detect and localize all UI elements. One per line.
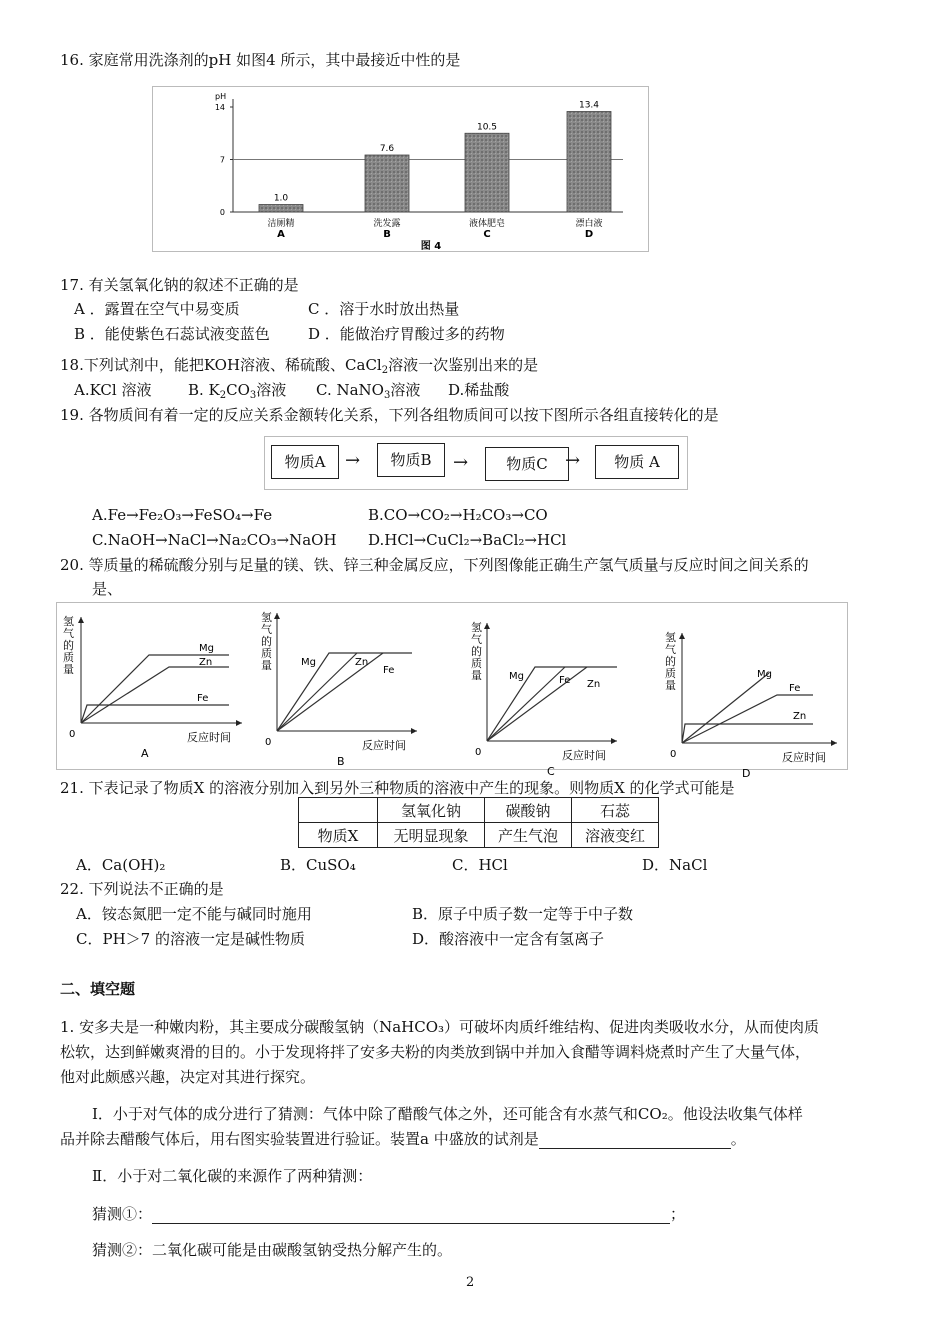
category-label: 洗发露: [373, 219, 401, 229]
figure-caption: 图 4: [420, 241, 442, 252]
option-letter: C: [483, 229, 491, 240]
y-axis-label: 氢气的质量: [63, 615, 74, 676]
bar: [567, 112, 611, 213]
q19-option-d: D.HCl→CuCl₂→BaCl₂→HCl: [368, 531, 567, 549]
origin-label: 0: [475, 747, 482, 758]
x-axis-label: 反应时间: [782, 751, 826, 764]
y-tick-label: 0: [219, 208, 225, 217]
hydrogen-graphs: [57, 603, 847, 780]
y-axis-label: 氢气的质量: [665, 631, 676, 692]
q20-graphs-figure: [56, 602, 848, 780]
table-header-cell: 碳酸钠: [485, 798, 572, 823]
q20-text-line1: 20. 等质量的稀硫酸分别与足量的镁、铁、锌三种金属反应，下列图像能正确生产氢气质量与反应时间之间关系的: [60, 556, 809, 574]
q1-line1: 1. 安多夫是一种嫩肉粉，其主要成分碳酸氢钠（NaHCO₃）可破坏肉质纤维结构、促进肉类吸收水分，从而使肉质: [60, 1018, 820, 1036]
option-letter: B: [383, 229, 391, 240]
q16-figure: [152, 86, 649, 252]
y-axis-arrow: [679, 633, 685, 639]
label-fe: Fe: [383, 665, 395, 676]
flow-arrow-3: →: [565, 450, 581, 471]
q19-option-a: A.Fe→Fe₂O₃→FeSO₄→Fe: [92, 506, 273, 524]
q21-text: 21. 下表记录了物质X 的溶液分别加入到另外三种物质的溶液中产生的现象。则物质X 的化学式可能是: [60, 779, 735, 797]
table-cell: 产生气泡: [485, 823, 572, 848]
q20-text-line2: 是、: [92, 580, 123, 598]
bar-value-label: 10.5: [476, 122, 498, 133]
y-axis-arrow: [274, 613, 280, 619]
flow-box-d: 物质 A: [595, 445, 679, 479]
origin-label: 0: [670, 749, 677, 760]
q18-text: 18.下列试剂中，能把KOH溶液、稀硫酸、CaCl$_2$溶液一次鉴别出来的是: [60, 356, 539, 376]
label-mg: Mg: [199, 643, 214, 654]
q18-option-d: D.稀盐酸: [448, 381, 510, 399]
bar: [465, 133, 509, 212]
q1-part2: Ⅱ．小于对二氧化碳的来源作了两种猜测：: [92, 1167, 373, 1185]
bar-value-label: 7.6: [379, 144, 395, 154]
label-zn: Zn: [355, 657, 369, 668]
flow-arrow-2: →: [453, 452, 469, 473]
x-axis-arrow: [236, 720, 242, 726]
line-zn: [487, 667, 587, 741]
label-fe: Fe: [197, 693, 209, 704]
label-mg: Mg: [757, 669, 772, 680]
flow-box-c: 物质C: [485, 447, 569, 481]
category-label: 液体肥皂: [468, 219, 506, 229]
q1-line2: 松软，达到鲜嫩爽滑的目的。小于发现将拌了安多夫粉的肉类放到锅中并加入食醋等调料烧煮时产生了大量气体，: [60, 1043, 811, 1061]
answer-blank-reagent[interactable]: [539, 1134, 731, 1149]
graph-letter: D: [742, 767, 751, 780]
q19-option-c: C.NaOH→NaCl→Na₂CO₃→NaOH: [92, 531, 337, 549]
y-axis-label: 氢气的质量: [261, 611, 272, 672]
table-header-cell: 氢氧化钠: [378, 798, 485, 823]
q1-part1-line2: 品并除去醋酸气体后，用右图实验装置进行验证。装置a 中盛放的试剂是 。: [60, 1130, 746, 1148]
q1-guess1: 猜测①： ；: [92, 1205, 686, 1223]
option-letter: D: [584, 229, 594, 240]
line-mg: [682, 673, 769, 743]
q21-option-a: A．Ca(OH)₂: [76, 856, 166, 874]
q16-text: 16. 家庭常用洗涤剂的pH 如图4 所示，其中最接近中性的是: [60, 51, 461, 69]
q19-option-b: B.CO→CO₂→H₂CO₃→CO: [368, 506, 548, 524]
line-zn: [277, 653, 357, 731]
page-number: 2: [466, 1275, 475, 1290]
table-cell: 溶液变红: [572, 823, 659, 848]
category-label: 洁厕精: [267, 219, 295, 229]
y-axis-arrow: [78, 617, 84, 623]
line-fe: [81, 705, 229, 723]
bar-value-label: 1.0: [273, 193, 289, 204]
table-cell: 物质X: [299, 823, 378, 848]
section-title: 二、填空题: [60, 980, 136, 998]
label-zn: Zn: [793, 711, 807, 722]
bar: [259, 205, 303, 213]
label-mg: Mg: [509, 671, 524, 682]
q22-option-b: B．原子中质子数一定等于中子数: [412, 905, 634, 923]
q19-text: 19. 各物质间有着一定的反应关系金额转化关系，下列各组物质间可以按下图所示各组直接转化的是: [60, 406, 719, 424]
label-zn: Zn: [199, 657, 213, 668]
origin-label: 0: [69, 729, 76, 740]
y-axis-label: pH: [215, 92, 227, 101]
x-axis-label: 反应时间: [187, 731, 231, 744]
label-zn: Zn: [587, 679, 601, 690]
y-tick-label: 14: [214, 103, 225, 112]
label-mg: Mg: [301, 657, 316, 668]
label-fe: Fe: [559, 675, 571, 686]
label-fe: Fe: [789, 683, 801, 694]
x-axis-label: 反应时间: [562, 749, 606, 762]
table-cell: 无明显现象: [378, 823, 485, 848]
q19-flow-figure: [264, 436, 688, 490]
y-axis-arrow: [484, 623, 490, 629]
q21-option-c: C．HCl: [452, 856, 508, 874]
table-header-cell: 石蕊: [572, 798, 659, 823]
answer-blank-guess1[interactable]: [152, 1209, 670, 1224]
flow-box-a: 物质A: [271, 445, 339, 479]
y-axis-label: 氢气的质量: [471, 621, 482, 682]
line-fe: [487, 667, 565, 741]
y-tick-label: 7: [219, 155, 225, 165]
q22-option-d: D．酸溶液中一定含有氢离子: [412, 930, 605, 948]
category-label: 漂白液: [575, 219, 603, 229]
q21-option-b: B．CuSO₄: [280, 856, 356, 874]
q21-table: [298, 797, 659, 848]
origin-label: 0: [265, 737, 272, 748]
x-axis-label: 反应时间: [362, 739, 406, 752]
x-axis-arrow: [411, 728, 417, 734]
q22-option-a: A．铵态氮肥一定不能与碱同时施用: [76, 905, 312, 923]
q17-text: 17. 有关氢氧化钠的叙述不正确的是: [60, 276, 299, 294]
x-axis-arrow: [831, 740, 837, 746]
table-header-cell: [299, 798, 378, 823]
ph-bar-chart: [153, 87, 648, 251]
bar: [365, 155, 409, 212]
flow-box-b: 物质B: [377, 443, 445, 477]
q17-option-a: A ．露置在空气中易变质: [74, 300, 240, 318]
table-row: [299, 798, 659, 823]
q17-option-d: D ．能做治疗胃酸过多的药物: [308, 325, 505, 343]
q22-text: 22. 下列说法不正确的是: [60, 880, 224, 898]
q1-guess2: 猜测②：二氧化碳可能是由碳酸氢钠受热分解产生的。: [92, 1241, 453, 1259]
table-row: [299, 823, 659, 848]
bar-value-label: 13.4: [578, 100, 600, 111]
option-letter: A: [277, 229, 285, 240]
q22-option-c: C．PH＞7 的溶液一定是碱性物质: [76, 930, 305, 948]
q21-option-d: D．NaCl: [642, 856, 708, 874]
q17-option-b: B ．能使紫色石蕊试液变蓝色: [74, 325, 270, 343]
q18-option-a: A.KCl 溶液: [74, 381, 152, 399]
graph-letter: A: [141, 747, 149, 760]
graph-letter: B: [337, 755, 345, 768]
q1-line3: 他对此颇感兴趣，决定对其进行探究。: [60, 1068, 316, 1086]
flow-arrow-1: →: [345, 450, 361, 471]
graph-letter: C: [547, 765, 555, 778]
q18-option-c: C. NaNO$_3$溶液: [316, 381, 421, 401]
q18-option-b: B. $K_2CO_3$溶液: [188, 381, 287, 401]
q1-part1-line1: Ⅰ．小于对气体的成分进行了猜测：气体中除了醋酸气体之外，还可能含有水蒸气和CO₂。他设法收集气体样: [92, 1105, 803, 1123]
q17-option-c: C ．溶于水时放出热量: [308, 300, 460, 318]
x-axis-arrow: [611, 738, 617, 744]
